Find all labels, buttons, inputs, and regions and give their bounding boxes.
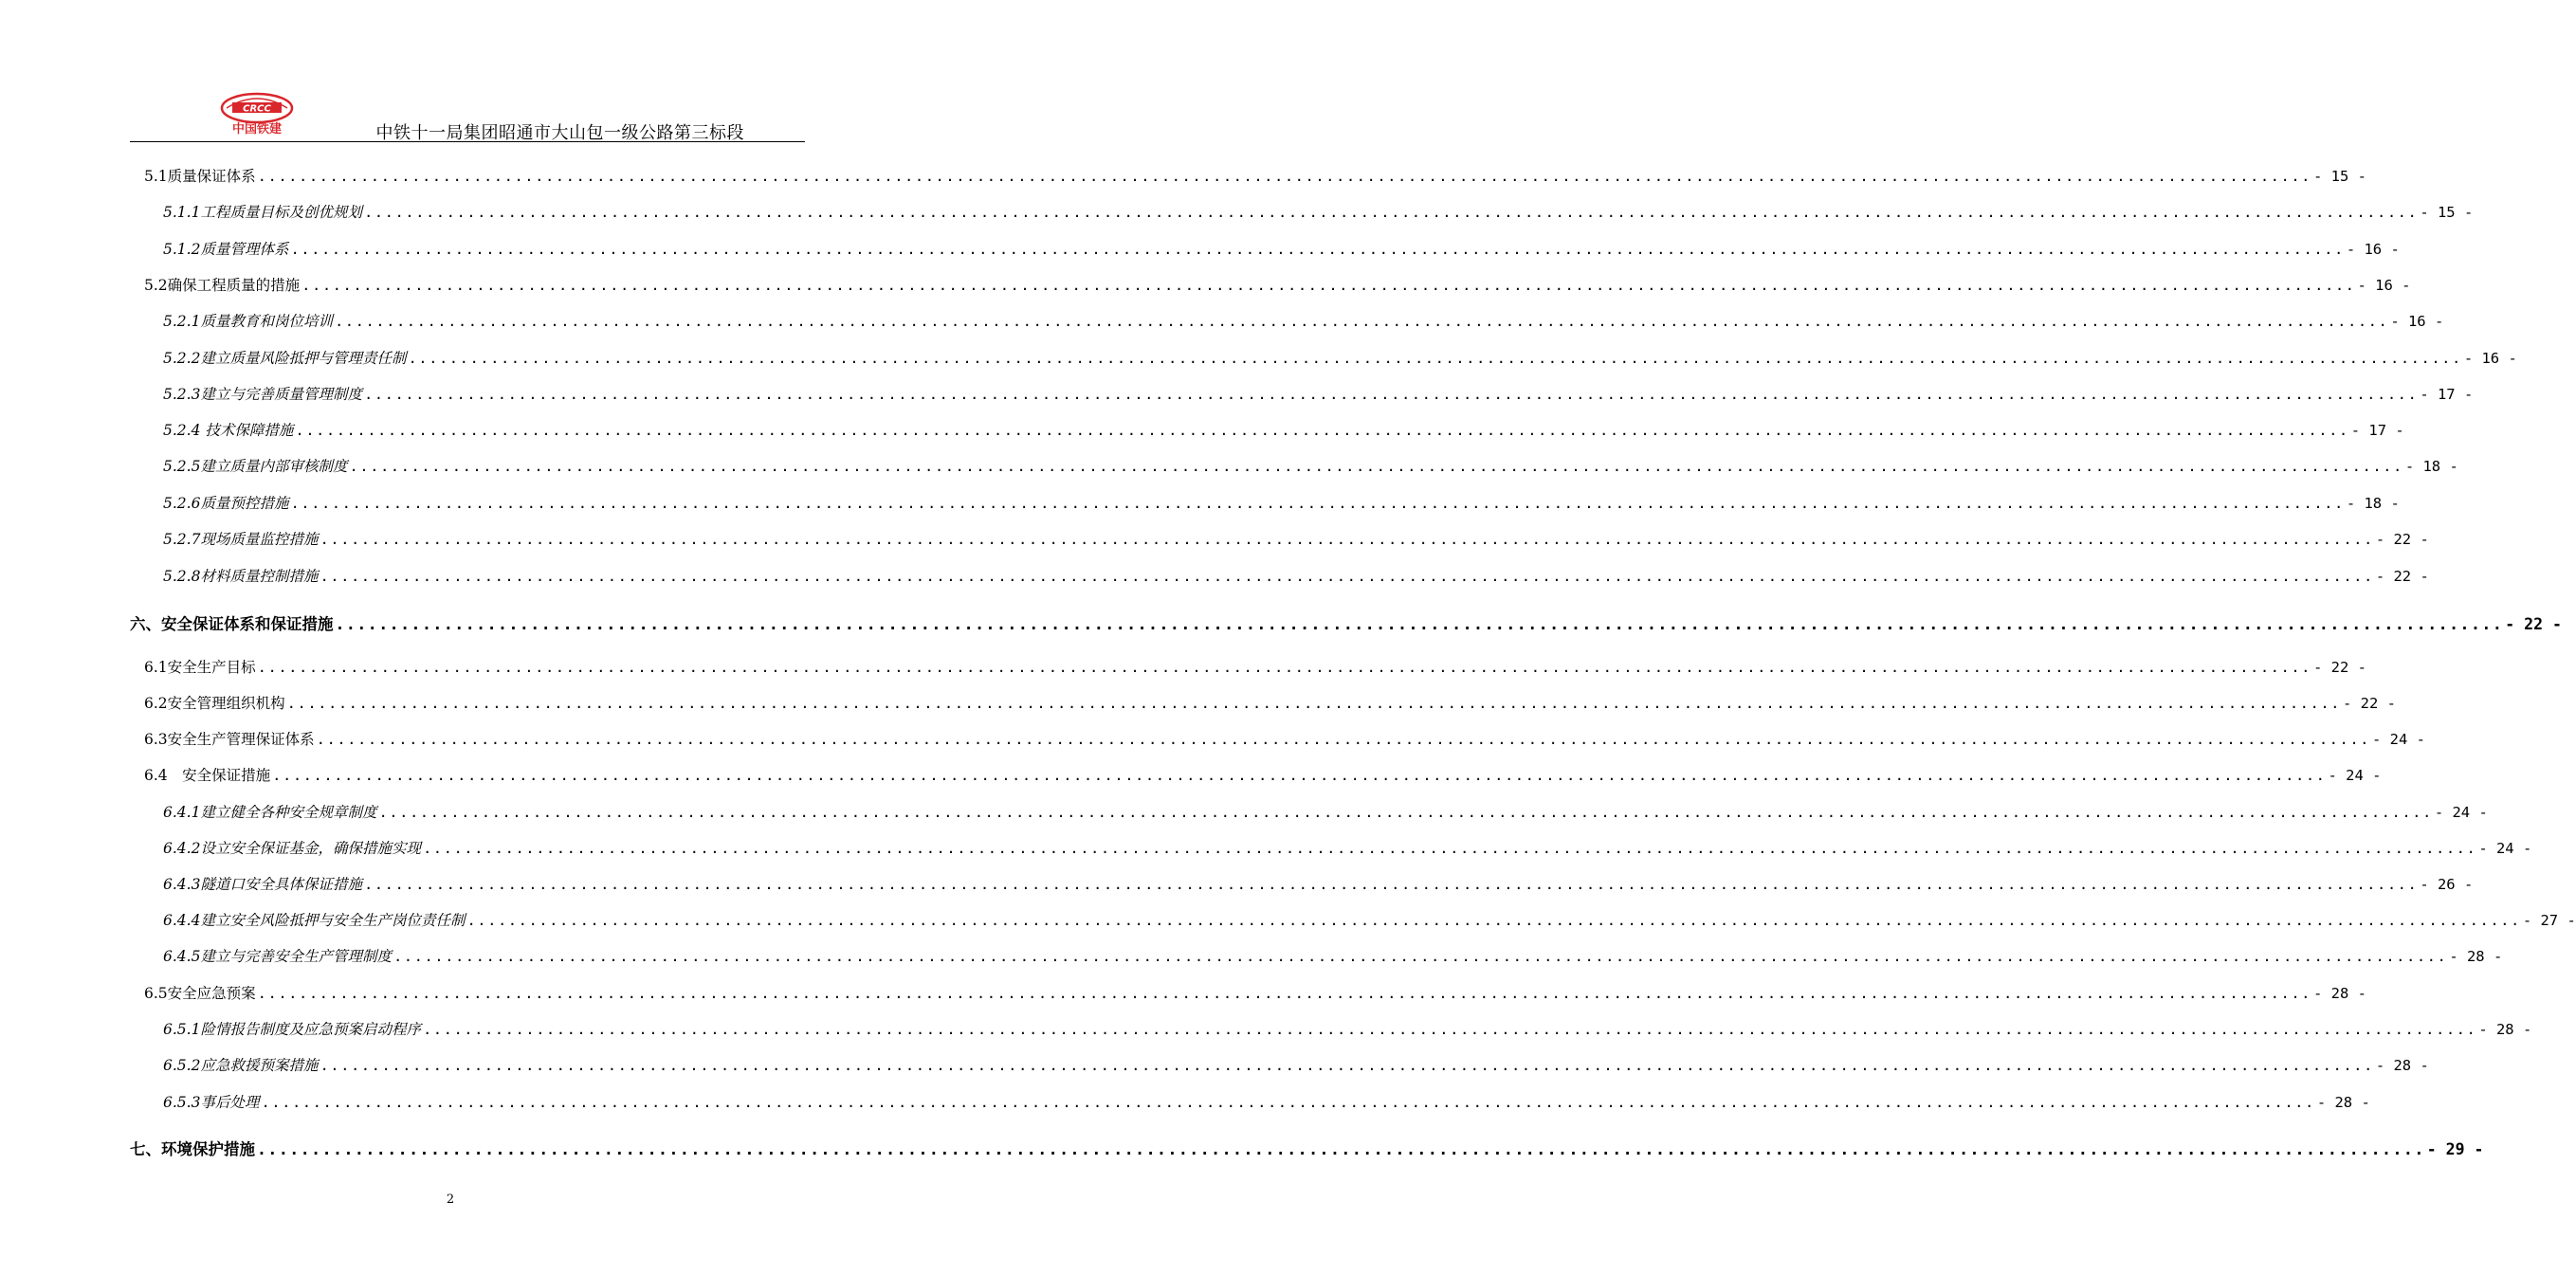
toc-dot-leader: ........................................................................................................................................................................................................	[363, 876, 2419, 893]
toc-entry[interactable]	[163, 455, 2458, 476]
logo-mark-text: CRCC	[243, 103, 271, 115]
toc-entry-page: - 28 -	[2478, 1021, 2532, 1038]
toc-dot-leader: ........................................................................................................................................................................................................	[257, 168, 2312, 185]
toc-entry-page: - 18 -	[2404, 458, 2458, 475]
toc-entry-page: - 22 -	[2313, 659, 2367, 676]
toc-entry-page: - 22 -	[2375, 531, 2429, 548]
toc-entry[interactable]	[144, 692, 2397, 713]
toc-entry-title: 6.3安全生产管理保证体系	[144, 731, 315, 748]
toc-entry-page: - 29 -	[2426, 1140, 2484, 1158]
toc-entry-title: 6.4.3隧道口安全具体保证措施	[163, 876, 362, 893]
toc-entry-title: 5.2.1质量教育和岗位培训	[163, 313, 333, 330]
company-logo	[208, 91, 306, 135]
toc-dot-leader: ........................................................................................................................................................................................................	[261, 1094, 2315, 1111]
toc-entry-page: - 28 -	[2449, 948, 2503, 965]
toc-entry[interactable]	[163, 1091, 2370, 1112]
toc-dot-leader: ........................................................................................................................................................................................................	[466, 912, 2521, 929]
logo-text: 中国铁建	[231, 122, 283, 136]
toc-entry[interactable]	[163, 383, 2474, 404]
toc-entry[interactable]	[163, 492, 2400, 513]
toc-entry-title: 5.2.7现场质量监控措施	[163, 531, 319, 548]
toc-dot-leader: ........................................................................................................................................................................................................	[257, 985, 2312, 1002]
toc-dot-leader: ........................................................................................................................................................................................................	[320, 1057, 2374, 1074]
toc-dot-leader: ........................................................................................................................................................................................................	[320, 568, 2374, 585]
toc-entry[interactable]	[163, 1054, 2429, 1075]
toc-dot-leader: ........................................................................................................................................................................................................	[422, 840, 2477, 857]
toc-entry-page: - 28 -	[2313, 985, 2367, 1002]
page-number: 2	[446, 1192, 455, 1207]
document-title: 中铁十一局集团昭通市大山包一级公路第三标段	[375, 123, 744, 143]
header-divider	[130, 141, 805, 142]
toc-entry-title: 5.1.2质量管理体系	[163, 241, 289, 258]
toc-entry[interactable]	[163, 528, 2429, 549]
toc-entry-title: 6.1安全生产目标	[144, 659, 256, 676]
toc-dot-leader: ........................................................................................................................................................................................................	[301, 277, 2356, 294]
toc-entry-page: - 24 -	[2328, 767, 2382, 784]
toc-entry-title: 5.2.3建立与完善质量管理制度	[163, 386, 362, 403]
toc-entry-title: 5.2.2建立质量风险抵押与管理责任制	[163, 350, 407, 367]
toc-dot-leader: ........................................................................................................................................................................................................	[257, 659, 2312, 676]
toc-entry-page: - 28 -	[2375, 1057, 2429, 1074]
toc-entry-page: - 24 -	[2478, 840, 2532, 857]
toc-entry[interactable]	[163, 873, 2474, 894]
toc-entry-title: 5.2.4 技术保障措施	[163, 422, 294, 439]
toc-entry-title: 七、环境保护措施	[130, 1140, 255, 1158]
toc-entry-title: 5.2.6质量预控措施	[163, 495, 289, 512]
toc-entry-page: - 16 -	[2346, 241, 2400, 258]
toc-dot-leader: ........................................................................................................................................................................................................	[257, 1140, 2425, 1158]
toc-entry-title: 5.2.8材料质量控制措施	[163, 568, 319, 585]
toc-entry-page: - 16 -	[2463, 350, 2517, 367]
toc-entry-title: 6.2安全管理组织机构	[144, 695, 285, 712]
toc-entry-title: 6.4 安全保证措施	[144, 767, 271, 784]
toc-entry[interactable]	[163, 801, 2488, 822]
toc-dot-leader: ........................................................................................................................................................................................................	[320, 531, 2374, 548]
toc-entry-title: 6.5.1险情报告制度及应急预案启动程序	[163, 1021, 421, 1038]
toc-entry[interactable]	[163, 565, 2429, 586]
toc-dot-leader: ........................................................................................................................................................................................................	[378, 804, 2433, 821]
toc-entry-page: - 16 -	[2390, 313, 2444, 330]
toc-entry[interactable]	[163, 945, 2503, 966]
toc-dot-leader: ........................................................................................................................................................................................................	[334, 313, 2389, 330]
toc-dot-leader: ........................................................................................................................................................................................................	[393, 948, 2448, 965]
toc-entry-title: 6.4.1建立健全各种安全规章制度	[163, 804, 377, 821]
toc-entry-title: 6.4.2设立安全保证基金，确保措施实现	[163, 840, 421, 857]
toc-entry[interactable]	[163, 419, 2404, 440]
toc-dot-leader: ........................................................................................................................................................................................................	[363, 204, 2419, 221]
toc-entry-page: - 24 -	[2372, 731, 2426, 748]
toc-entry-title: 6.5安全应急预案	[144, 985, 256, 1002]
toc-entry-page: - 27 -	[2522, 912, 2576, 929]
toc-entry[interactable]	[163, 238, 2400, 259]
toc-entry-title: 5.1.1工程质量目标及创优规划	[163, 204, 362, 221]
toc-dot-leader: ........................................................................................................................................................................................................	[408, 350, 2462, 367]
toc-entry-page: - 15 -	[2313, 168, 2367, 185]
toc-entry[interactable]	[163, 909, 2576, 930]
toc-entry[interactable]	[144, 728, 2426, 749]
toc-entry-title: 6.5.2应急救援预案措施	[163, 1057, 319, 1074]
toc-entry-page: - 15 -	[2420, 204, 2474, 221]
toc-entry-page: - 17 -	[2350, 422, 2404, 439]
toc-dot-leader: ........................................................................................................................................................................................................	[286, 695, 2342, 712]
toc-entry[interactable]	[144, 982, 2367, 1003]
toc-entry-title: 6.4.5建立与完善安全生产管理制度	[163, 948, 392, 965]
toc-entry[interactable]	[130, 1137, 2484, 1159]
toc-dot-leader: ........................................................................................................................................................................................................	[272, 767, 2327, 784]
crcc-logo-icon	[208, 91, 306, 135]
toc-dot-leader: ........................................................................................................................................................................................................	[349, 458, 2403, 475]
toc-entry-page: - 26 -	[2420, 876, 2474, 893]
toc-dot-leader: ........................................................................................................................................................................................................	[316, 731, 2371, 748]
toc-dot-leader: ........................................................................................................................................................................................................	[335, 615, 2504, 633]
toc-dot-leader: ........................................................................................................................................................................................................	[295, 422, 2349, 439]
toc-entry-title: 六、安全保证体系和保证措施	[130, 615, 334, 633]
toc-entry[interactable]	[144, 764, 2382, 785]
toc-entry[interactable]	[163, 310, 2444, 331]
toc-dot-leader: ........................................................................................................................................................................................................	[290, 241, 2345, 258]
toc-entry-page: - 16 -	[2357, 277, 2411, 294]
toc-entry[interactable]	[163, 837, 2532, 858]
toc-entry-title: 6.4.4建立安全风险抵押与安全生产岗位责任制	[163, 912, 466, 929]
toc-dot-leader: ........................................................................................................................................................................................................	[363, 386, 2419, 403]
toc-entry-page: - 22 -	[2375, 568, 2429, 585]
toc-entry[interactable]	[163, 1018, 2532, 1039]
toc-entry-title: 6.5.3事后处理	[163, 1094, 260, 1111]
toc-entry[interactable]	[130, 611, 2562, 634]
toc-entry-page: - 17 -	[2420, 386, 2474, 403]
toc-entry-page: - 24 -	[2434, 804, 2488, 821]
toc-dot-leader: ........................................................................................................................................................................................................	[422, 1021, 2477, 1038]
page-header	[130, 91, 805, 144]
toc-entry[interactable]	[144, 274, 2411, 295]
toc-entry-page: - 22 -	[2505, 615, 2562, 633]
toc-dot-leader: ........................................................................................................................................................................................................	[290, 495, 2345, 512]
toc-entry-title: 5.2.5建立质量内部审核制度	[163, 458, 348, 475]
toc-entry[interactable]	[163, 201, 2474, 222]
toc-entry-page: - 22 -	[2343, 695, 2397, 712]
toc-entry[interactable]	[144, 656, 2367, 677]
toc-entry-title: 5.2确保工程质量的措施	[144, 277, 301, 294]
toc-entry-title: 5.1质量保证体系	[144, 168, 256, 185]
toc-entry[interactable]	[163, 347, 2517, 368]
toc-entry[interactable]	[144, 165, 2367, 186]
toc-entry-page: - 18 -	[2346, 495, 2400, 512]
toc-entry-page: - 28 -	[2316, 1094, 2370, 1111]
